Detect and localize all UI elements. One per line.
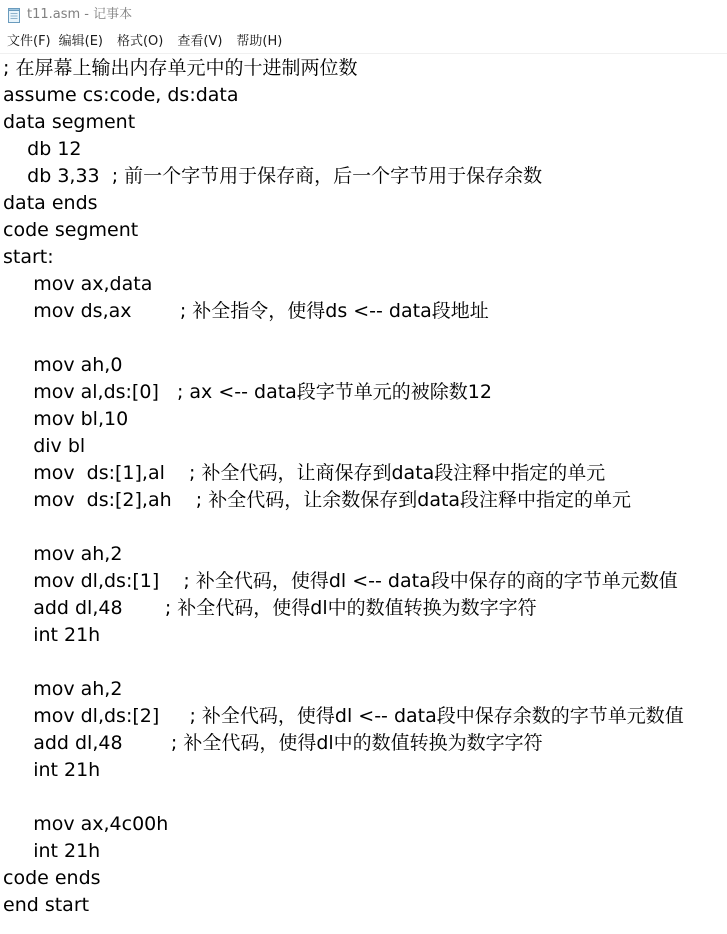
code-line: mov ax,4c00h — [3, 813, 169, 835]
code-line: mov ah,2 — [3, 678, 123, 700]
code-line: code ends — [3, 867, 101, 889]
code-line: mov bl,10 — [3, 408, 129, 430]
code-line: mov dl,ds:[2] ; 补全代码，使得dl <-- data段中保存余数的字节单元数值 — [3, 705, 684, 727]
code-line: mov ah,2 — [3, 543, 123, 565]
code-line: add dl,48 ; 补全代码，使得dl中的数值转换为数字字符 — [3, 597, 537, 619]
code-line: mov ax,data — [3, 273, 153, 295]
code-line: assume cs:code, ds:data — [3, 84, 239, 106]
code-line: db 3,33 ; 前一个字节用于保存商，后一个字节用于保存余数 — [3, 165, 543, 187]
code-line: ; 在屏幕上输出内存单元中的十进制两位数 — [3, 57, 358, 79]
menu-view[interactable]: 查看(V) — [177, 34, 223, 49]
menu-file[interactable]: 文件(F) — [7, 34, 51, 49]
code-line: int 21h — [3, 840, 101, 862]
code-line: int 21h — [3, 624, 101, 646]
code-line: mov ds:[2],ah ; 补全代码，让余数保存到data段注释中指定的单元 — [3, 489, 632, 511]
title-bar[interactable] — [0, 0, 727, 30]
menu-format[interactable]: 格式(O) — [116, 34, 164, 49]
menu-help[interactable]: 帮助(H) — [236, 34, 283, 49]
code-line: start: — [3, 246, 54, 268]
code-line: mov al,ds:[0] ; ax <-- data段字节单元的被除数12 — [3, 381, 492, 403]
menu-bar — [0, 30, 727, 54]
code-line: data segment — [3, 111, 136, 133]
code-line: int 21h — [3, 759, 101, 781]
code-line: mov ah,0 — [3, 354, 123, 376]
window-title: t11.asm - 记事本 — [27, 7, 133, 22]
code-line: mov ds:[1],al ; 补全代码，让商保存到data段注释中指定的单元 — [3, 462, 606, 484]
code-line: add dl,48 ; 补全代码，使得dl中的数值转换为数字字符 — [3, 732, 543, 754]
text-editor[interactable] — [0, 54, 727, 934]
code-line: mov dl,ds:[1] ; 补全代码，使得dl <-- data段中保存的商的字节单元数值 — [3, 570, 678, 592]
code-line: code segment — [3, 219, 139, 241]
code-line: div bl — [3, 435, 86, 457]
code-line: end start — [3, 894, 90, 916]
code-line: data ends — [3, 192, 98, 214]
code-line: mov ds,ax ; 补全指令，使得ds <-- data段地址 — [3, 300, 489, 322]
notepad-icon — [8, 8, 20, 23]
code-line: db 12 — [3, 138, 82, 160]
menu-edit[interactable]: 编辑(E) — [58, 34, 103, 49]
